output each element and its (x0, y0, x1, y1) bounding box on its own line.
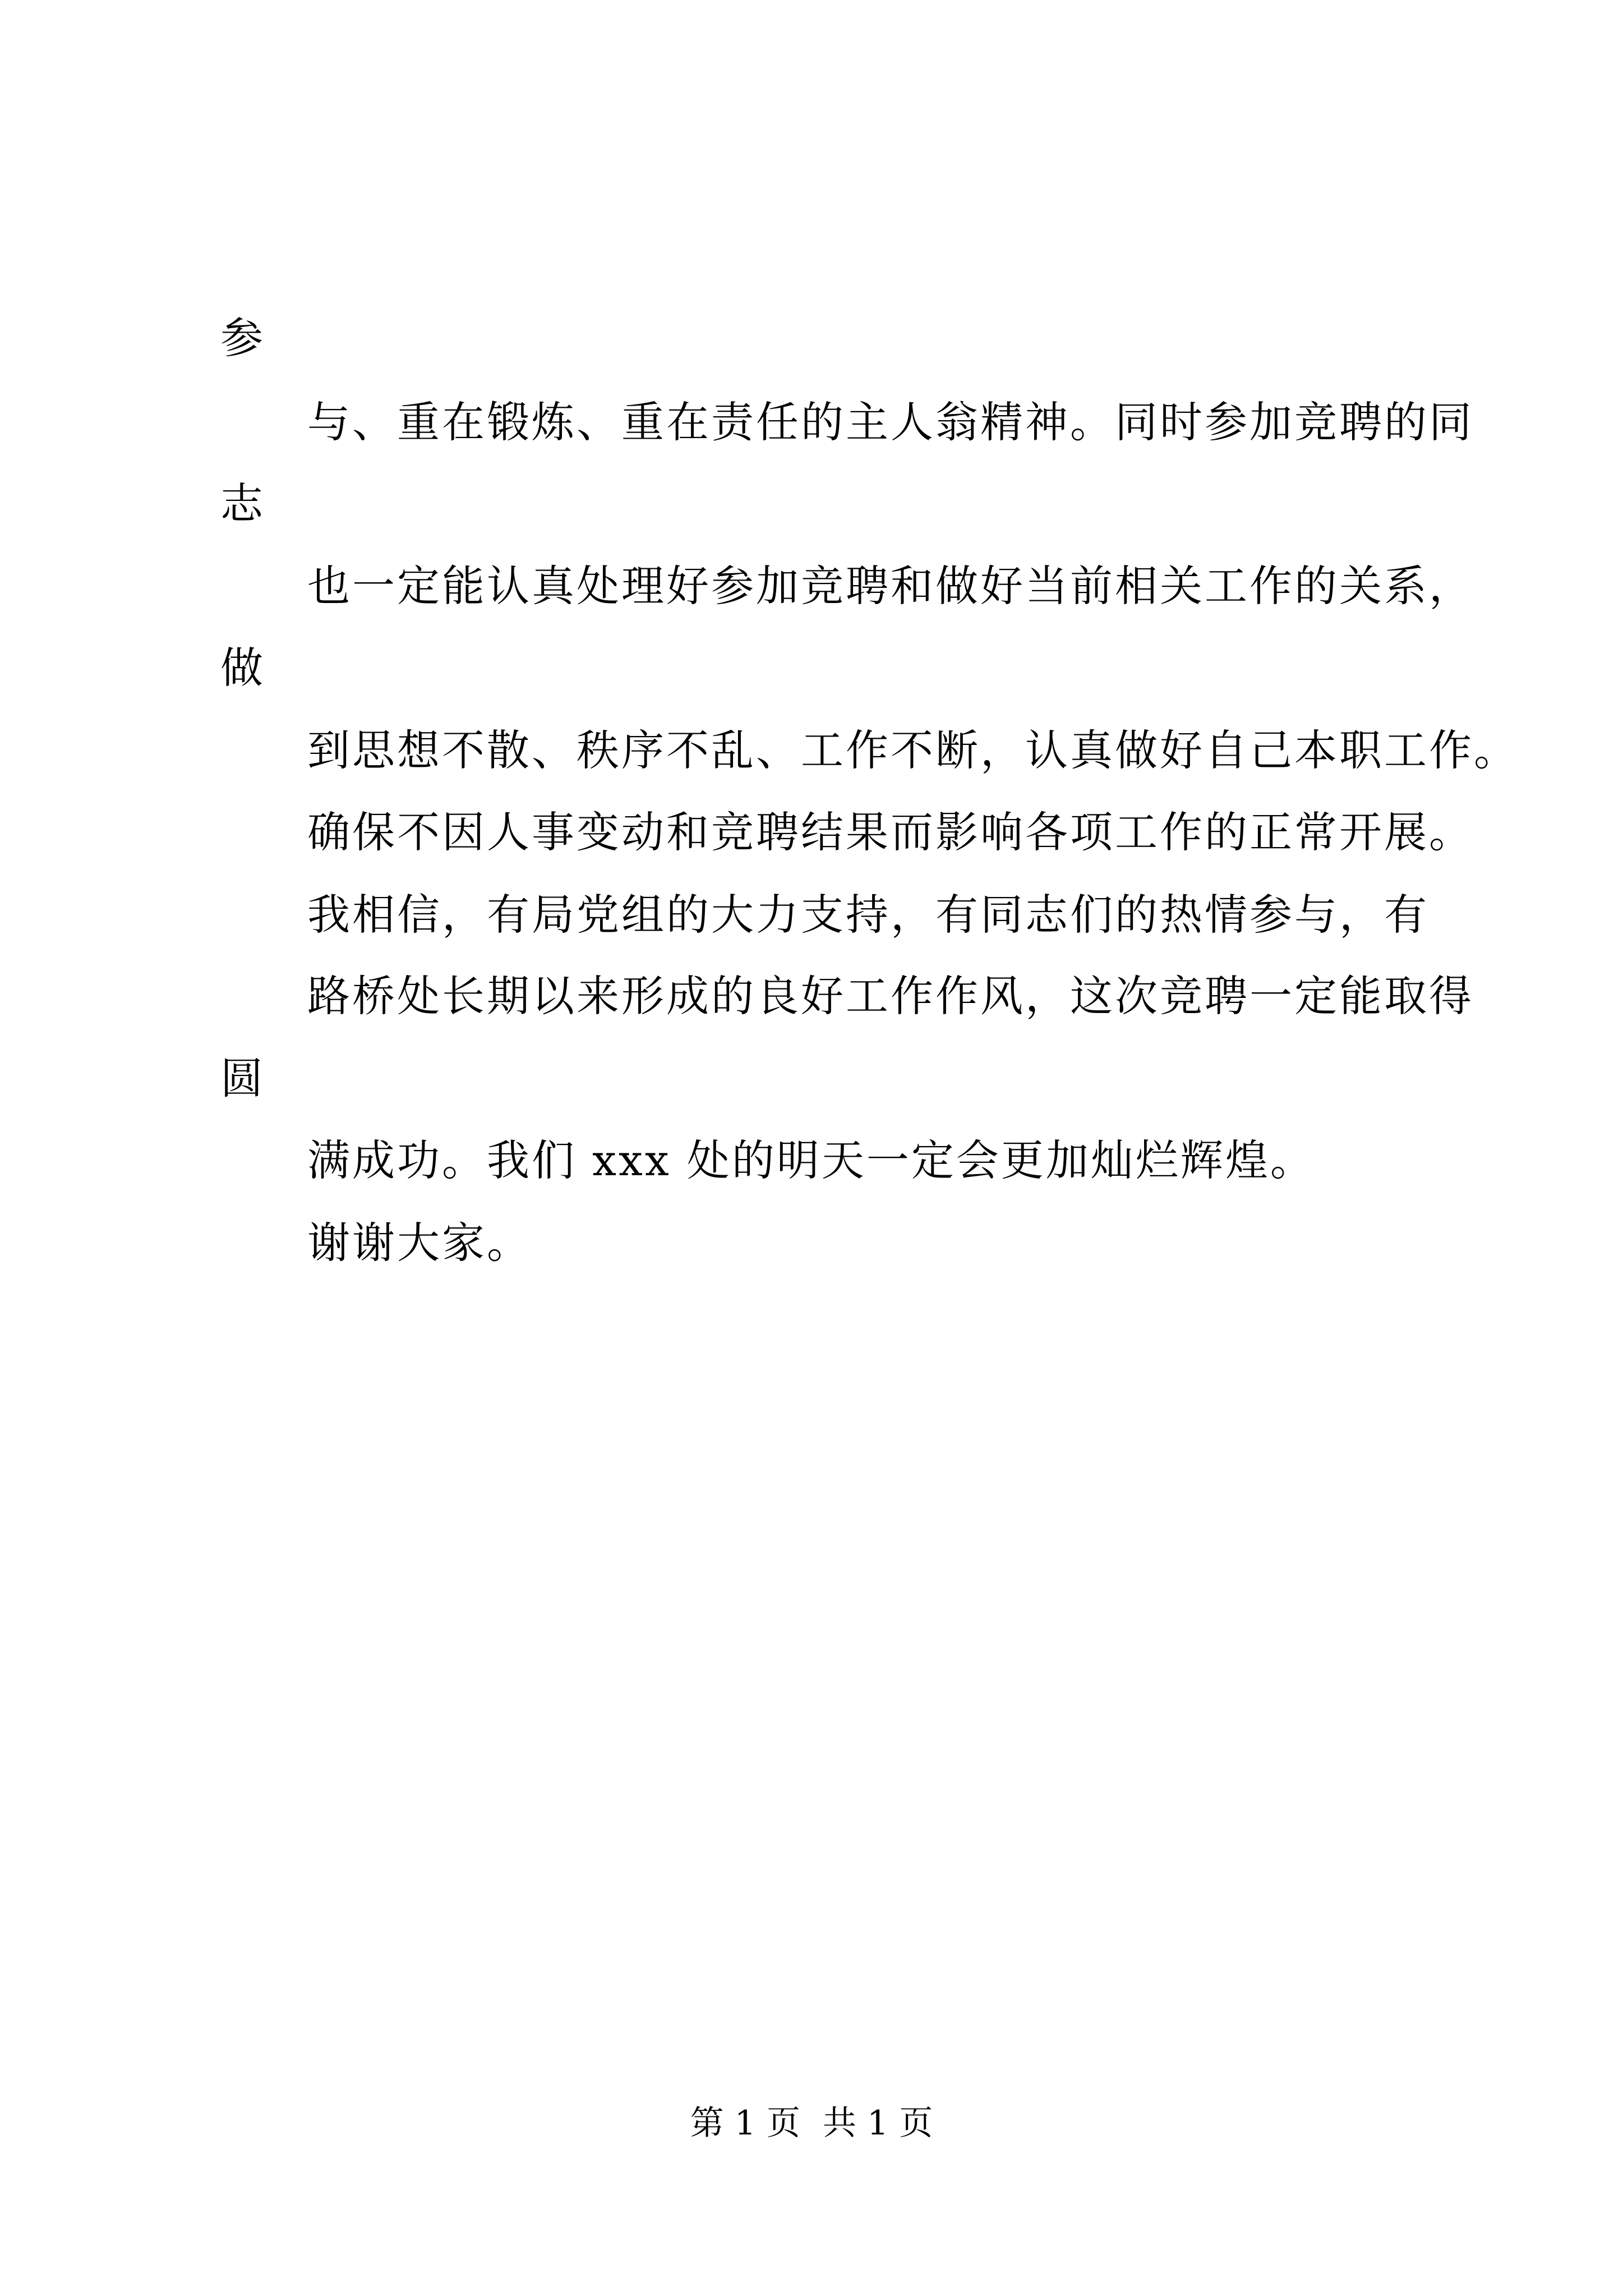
page-number: 第 1 页 (690, 2104, 800, 2143)
text-line-4: 也一定能认真处理好参加竞聘和做好当前相关工作的关系， (307, 561, 1474, 611)
text-line-11: 满成功。我们 xxx 处的明天一定会更加灿烂辉煌。 (307, 1135, 1315, 1185)
text-line-8: 我相信，有局党组的大力支持，有同志们的热情参与，有 (307, 890, 1429, 940)
text-line-12: 谢谢大家。 (307, 1218, 532, 1268)
text-line-2: 与、重在锻炼、重在责任的主人翁精神。同时参加竞聘的同 (307, 397, 1474, 447)
text-line-6: 到思想不散、秩序不乱、工作不断，认真做好自己本职工作。 (307, 725, 1519, 775)
text-line-5: 做 (220, 643, 265, 693)
text-line-1: 参 (220, 313, 265, 363)
page-footer (0, 2104, 1623, 2143)
page-total: 共 1 页 (823, 2104, 933, 2143)
text-line-3: 志 (220, 478, 265, 528)
text-line-7: 确保不因人事变动和竞聘结果而影响各项工作的正常开展。 (307, 807, 1474, 857)
text-line-9: 路桥处长期以来形成的良好工作作风，这次竞聘一定能取得 (307, 971, 1474, 1021)
text-line-10: 圆 (220, 1053, 265, 1103)
